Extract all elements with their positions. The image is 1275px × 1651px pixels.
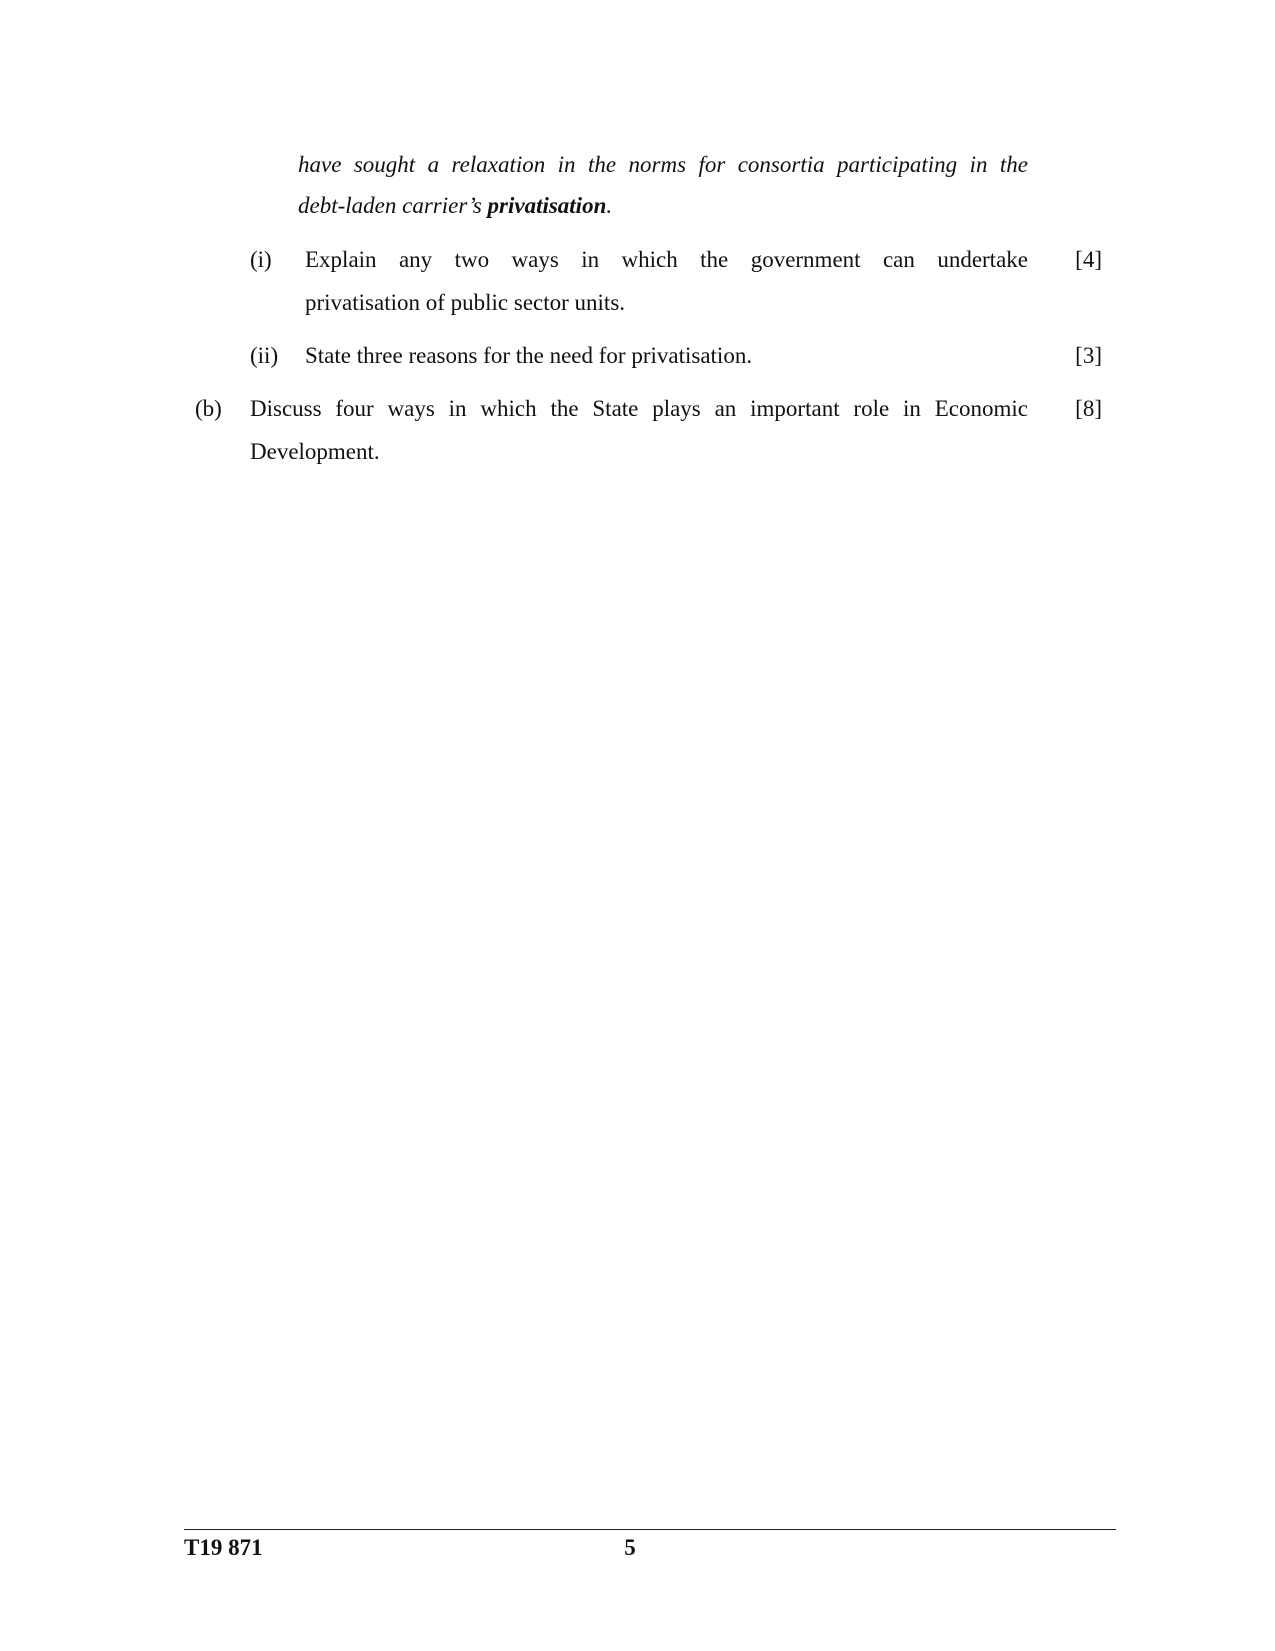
passage-line-2-end: . <box>606 193 613 218</box>
question-b-marks: [8] <box>1075 396 1102 421</box>
question-b-line-2: Development. <box>250 439 380 464</box>
footer-divider <box>184 1529 1116 1530</box>
question-ii-text <box>305 334 1028 377</box>
question-b-label: (b) <box>195 396 222 421</box>
question-ii-line-1: State three reasons for the need for privatisation. <box>305 343 753 368</box>
passage-line-1: have sought a relaxation in the norms for consortia participating in the <box>298 152 1028 177</box>
question-i-line-2: privatisation of public sector units. <box>305 290 626 315</box>
passage-line-2 <box>298 184 1028 227</box>
question-b-text <box>250 387 1028 473</box>
passage-line-2-text: debt-laden carrier’s <box>298 193 488 218</box>
passage-bold-term: privatisation <box>487 193 607 218</box>
question-b-line-1: Discuss four ways in which the State plays an important role in Economic <box>250 396 1028 421</box>
question-i-text <box>305 238 1028 324</box>
question-i-marks: [4] <box>1075 247 1102 272</box>
footer-paper-code: T19 871 <box>184 1535 263 1560</box>
question-ii-marks: [3] <box>1075 343 1102 368</box>
question-i-label: (i) <box>250 247 272 272</box>
footer-page-number: 5 <box>624 1535 636 1560</box>
question-ii-label: (ii) <box>250 343 279 368</box>
question-i-line-1: Explain any two ways in which the government can undertake <box>305 247 1028 272</box>
